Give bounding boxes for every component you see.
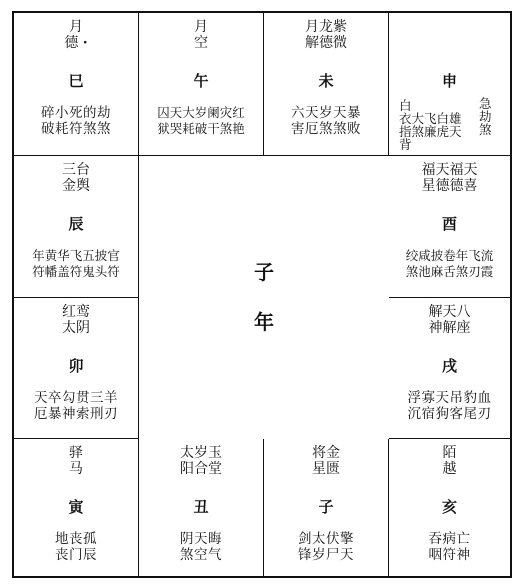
top-star-line: 福天福天 (421, 162, 478, 178)
bottom-star-line: 咽符神 (428, 547, 471, 563)
top-star-line: 太阴 (62, 320, 90, 336)
top-star-line: 解天八 (428, 304, 471, 320)
top-star-line: 太岁玉 (180, 445, 222, 461)
top-star-line: 驿 (69, 445, 83, 461)
palace-top-stars (14, 445, 138, 477)
palace-top-stars (139, 445, 263, 477)
bottom-star-line: 年黄华飞五披官 (32, 248, 120, 263)
palace-wu (139, 13, 264, 156)
palace-xu (389, 298, 510, 439)
branch-label: 戌 (441, 357, 457, 375)
bottom-star-line: 吞病亡 (428, 531, 471, 547)
bottom-star-line: 阴天晦 (180, 531, 222, 547)
bottom-star-line: 沉宿狗客尾刃 (407, 406, 492, 422)
top-star-line: 月龙紫 (305, 19, 347, 35)
top-star-line: 马 (69, 461, 83, 477)
bottom-star-line: 绞咸披卷年飞流 (405, 248, 494, 263)
top-star-line: 陌 (442, 445, 457, 461)
top-star-line: 空 (194, 35, 208, 51)
palace-bottom-stars (139, 531, 263, 563)
bottom-star-line: 锋岁尸天 (298, 547, 354, 563)
branch-label: 卯 (68, 357, 84, 375)
bottom-star-line: 衣大飞白雄 (399, 111, 462, 126)
bottom-star-line: 白 (399, 98, 412, 113)
bottom-star-line: 囚天大岁阑灾红 (157, 105, 245, 120)
bottom-star-line: 地丧孤 (55, 531, 97, 547)
branch-label: 午 (193, 72, 209, 90)
right-star-char: 劫 (479, 109, 492, 124)
palace-bottom-stars (264, 531, 388, 563)
bottom-star-line: 厄暴神索刑刃 (34, 406, 118, 422)
branch-label: 未 (318, 72, 334, 90)
bottom-star-line: 破耗符煞煞 (41, 121, 111, 137)
top-star-line: 神解座 (428, 320, 471, 336)
top-star-line: 星匮 (312, 461, 340, 477)
palace-top-stars (389, 162, 510, 194)
palace-top-stars (389, 445, 510, 477)
branch-label: 丑 (193, 498, 209, 516)
right-star-char: 急 (479, 96, 492, 111)
center-year-label: 年 (254, 310, 274, 334)
branch-label: 亥 (441, 498, 457, 516)
bottom-star-line: 剑太伏擎 (298, 531, 354, 547)
palace-top-stars (264, 19, 388, 51)
palace-top-stars (14, 162, 138, 194)
palace-bottom-stars (389, 248, 510, 280)
top-star-line: 红鸾 (62, 304, 90, 320)
palace-yin (14, 439, 139, 576)
bottom-star-line: 害厄煞煞败 (291, 121, 361, 137)
palace-bottom-stars (14, 531, 138, 563)
bottom-star-line: 狱哭耗破干煞艳 (157, 121, 245, 136)
palace-bottom-stars (389, 390, 510, 422)
bottom-star-line: 煞池麻舌煞刃霞 (405, 264, 494, 279)
top-star-line: 月 (69, 19, 83, 35)
top-star-line: 星德德喜 (421, 178, 478, 194)
palace-chen (14, 156, 139, 298)
top-star-line: 金舆 (62, 178, 90, 194)
palace-top-stars (139, 19, 263, 51)
top-star-line: 将金 (312, 445, 340, 461)
palace-zi (264, 439, 389, 576)
top-star-line: 月 (194, 19, 208, 35)
bottom-star-line: 碎小死的劫 (41, 105, 111, 121)
palace-hai (389, 439, 510, 576)
bottom-star-line: 背 (399, 137, 412, 152)
palace-mao (14, 298, 139, 439)
palace-chart (12, 11, 512, 578)
bottom-star-line: 天卒勾贯三羊 (34, 390, 118, 406)
palace-top-stars (389, 304, 510, 336)
branch-label: 申 (441, 72, 457, 90)
top-star-line: 越 (442, 461, 457, 477)
palace-bottom-stars (14, 105, 138, 137)
top-star-line: 德 · (64, 35, 88, 51)
center-year-branch: 子 (254, 260, 274, 284)
palace-bottom-stars (14, 390, 138, 422)
bottom-star-line: 煞空气 (180, 547, 222, 563)
bottom-star-line: 浮寡天吊豹血 (407, 390, 492, 406)
branch-label: 酉 (441, 215, 457, 233)
palace-bottom-stars (399, 99, 462, 151)
dot-mark: · (82, 35, 88, 51)
palace-chou (139, 439, 264, 576)
palace-right-stars (479, 97, 492, 136)
palace-si (14, 13, 139, 156)
palace-bottom-stars (14, 248, 138, 280)
palace-bottom-stars (139, 105, 263, 137)
palace-bottom-stars (264, 105, 388, 137)
bottom-star-line: 丧门辰 (55, 547, 97, 563)
right-star-char: 煞 (479, 122, 492, 137)
palace-top-stars (264, 445, 388, 477)
palace-shen (389, 13, 510, 156)
center-panel (139, 156, 389, 439)
bottom-star-line: 指煞廉虎天 (399, 124, 462, 139)
branch-label: 子 (318, 498, 334, 516)
top-star-line: 阳合堂 (180, 461, 222, 477)
top-star-line: 解德微 (305, 35, 347, 51)
branch-label: 巳 (68, 72, 84, 90)
palace-top-stars (14, 19, 138, 51)
palace-you (389, 156, 510, 298)
branch-label: 寅 (68, 498, 84, 516)
top-star-line: 三台 (62, 162, 90, 178)
palace-top-stars (14, 304, 138, 336)
bottom-star-line: 六天岁天暴 (291, 105, 361, 121)
palace-bottom-stars (389, 531, 510, 563)
branch-label: 辰 (68, 215, 84, 233)
bottom-star-line: 符幡盖符鬼头符 (32, 264, 120, 279)
palace-wei (264, 13, 389, 156)
